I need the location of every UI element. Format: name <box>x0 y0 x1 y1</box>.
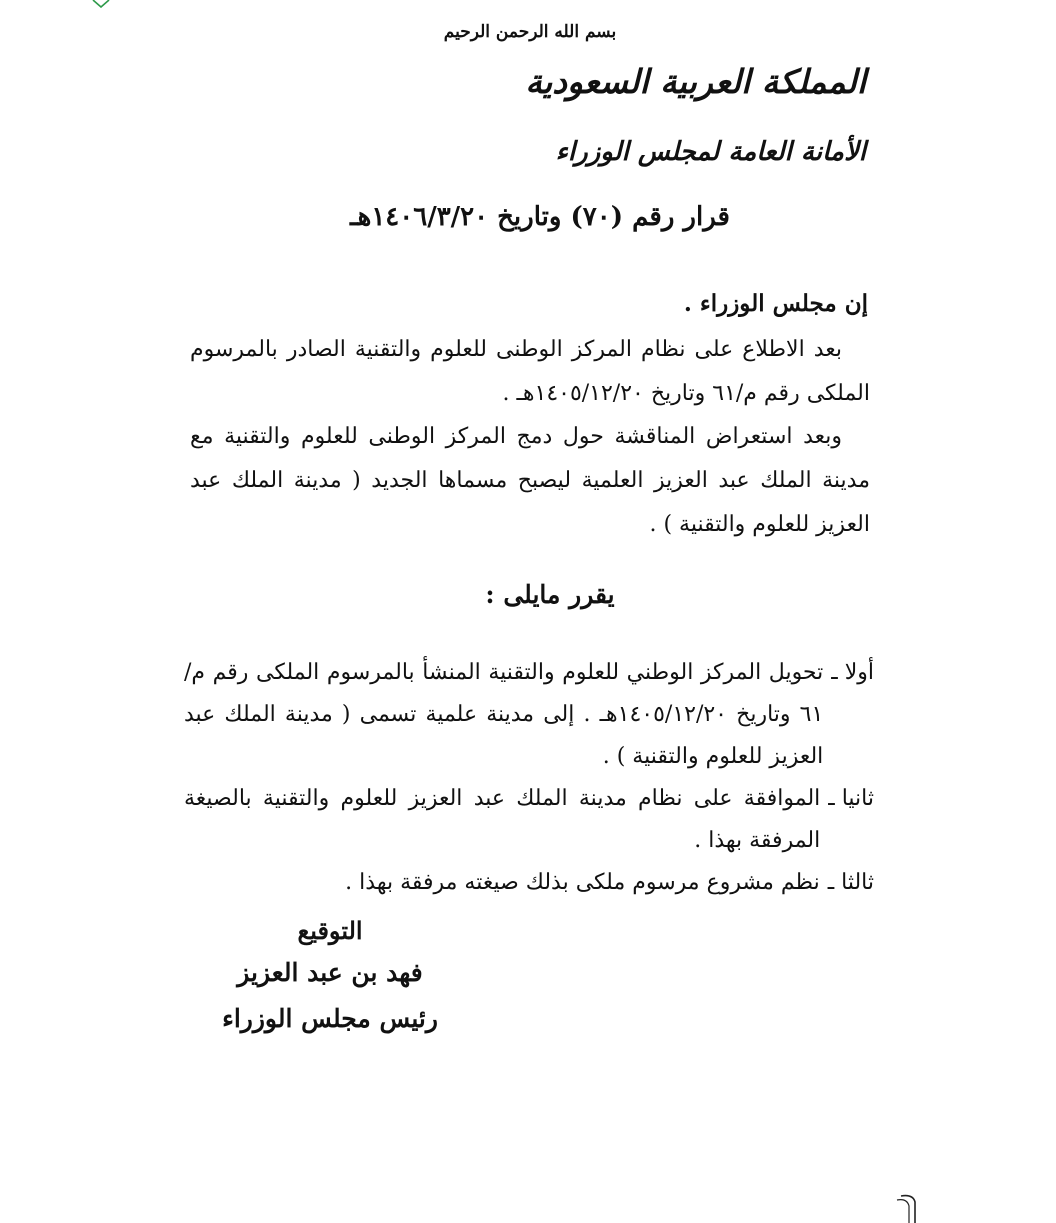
basmala: بسم الله الرحمن الرحيم <box>443 22 617 42</box>
preamble-paragraph-1 <box>190 328 870 416</box>
preamble-text-1: بعد الاطلاع على نظام المركز الوطنى للعلوم والتقنية الصادر بالمرسوم الملكى رقم م/٦١ وتاريخ ١٤٠٥/١٢/٢٠هـ . <box>190 337 870 406</box>
signature-label: التوقيع <box>297 916 363 945</box>
decree-item-text: نظم مشروع مرسوم ملكى بذلك صيغته مرفقة بهذا . <box>345 870 820 895</box>
decree-item-2 <box>184 778 874 862</box>
decree-item-3 <box>184 862 874 904</box>
signatory-name: فهد بن عبد العزيز <box>237 958 423 987</box>
kingdom-heading: المملكة العربية السعودية <box>525 62 866 101</box>
decree-item-number: ثانيا ـ <box>828 786 874 811</box>
decree-items <box>184 652 874 904</box>
decree-item-number: أولا ـ <box>831 660 874 685</box>
corner-mark-icon <box>92 0 110 8</box>
secretariat-heading: الأمانة العامة لمجلس الوزراء <box>555 137 866 167</box>
decree-item-text: الموافقة على نظام مدينة الملك عبد العزيز للعلوم والتقنية بالصيغة المرفقة بهذا . <box>184 786 821 853</box>
signatory-title: رئيس مجلس الوزراء <box>222 1004 438 1033</box>
preamble-paragraph-2 <box>190 415 870 547</box>
decree-intro: إن مجلس الوزراء . <box>683 290 868 317</box>
decree-item-text: تحويل المركز الوطني للعلوم والتقنية المنشأ بالمرسوم الملكى رقم م/٦١ وتاريخ ١٤٠٥/١٢/٢٠هـ . إلى مدينة علمية تسمى ( مدينة الملك عبد العزيز للعلوم والتقنية ) . <box>184 660 824 769</box>
decides-heading: يقرر مايلى : <box>485 580 615 609</box>
preamble-text-2: وبعد استعراض المناقشة حول دمج المركز الوطنى للعلوم والتقنية مع مدينة الملك عبد العزيز العلمية ليصبح مسماها الجديد ( مدينة الملك عبد العزيز للعلوم والتقنية ) . <box>190 424 870 537</box>
decree-item-number: ثالثا ـ <box>827 870 874 895</box>
decree-title: قرار رقم (٧٠) وتاريخ ١٤٠٦/٣/٢٠هـ <box>350 202 730 232</box>
bracket-mark-icon <box>895 1192 925 1223</box>
decree-item-1 <box>184 652 874 778</box>
